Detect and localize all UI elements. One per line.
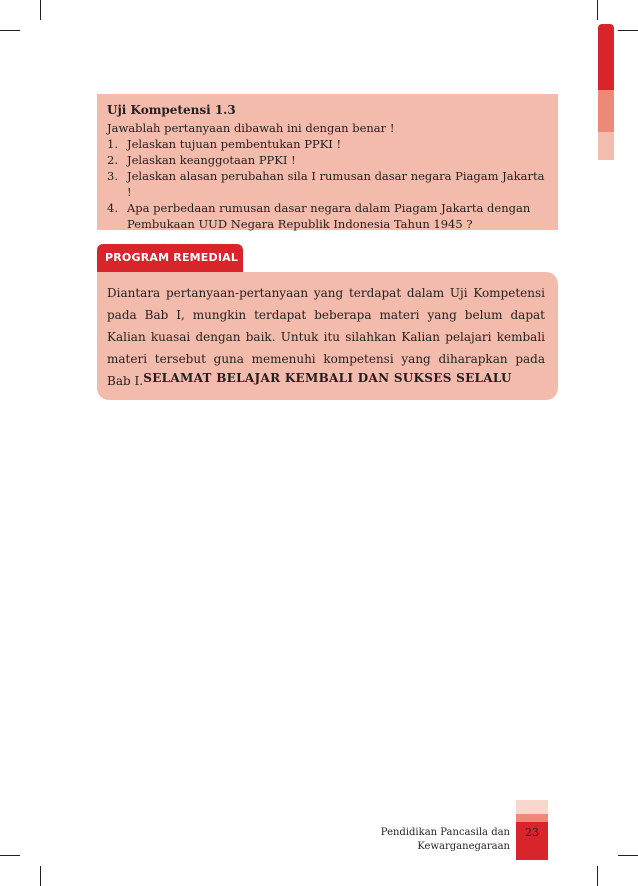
program-remedial-label: PROGRAM REMEDIAL (97, 244, 243, 272)
remedial-paragraph: Diantara pertanyaan-pertanyaan yang terdapat dalam Uji Kompetensi pada Bab I, mungkin terdapat beberapa materi yang belum dapat Kalian kuasai dengan baik. Untuk itu silahkan Kalian pelajari kembali materi tersebut guna memenuhi kompetensi yang diharapkan pada Bab I. (107, 286, 545, 388)
crop-mark (40, 866, 41, 886)
program-remedial-box (97, 272, 558, 400)
crop-mark (618, 30, 638, 31)
question-list (107, 136, 552, 232)
page-number-tab (516, 800, 548, 860)
uji-title: Uji Kompetensi 1.3 (107, 103, 236, 117)
item-number: 2. (107, 153, 118, 167)
chapter-tab-salmon (598, 90, 614, 132)
list-item (107, 136, 552, 152)
item-number: 4. (107, 201, 118, 215)
list-item (107, 200, 552, 232)
list-item (107, 152, 552, 168)
book-title: Pendidikan Pancasila dan Kewarganegaraan (380, 827, 510, 852)
item-text: Jelaskan alasan perubahan sila I rumusan dasar negara Piagam Jakarta ! (127, 169, 545, 199)
item-text: Jelaskan keanggotaan PPKI ! (127, 153, 296, 167)
crop-mark (597, 866, 598, 886)
crop-mark (597, 0, 598, 20)
page-number: 23 (525, 826, 539, 839)
list-item (107, 168, 552, 200)
uji-intro: Jawablah pertanyaan dibawah ini dengan benar ! (107, 121, 395, 135)
item-text: Jelaskan tujuan pembentukan PPKI ! (127, 137, 342, 151)
item-number: 1. (107, 137, 118, 151)
crop-mark (618, 855, 638, 856)
chapter-tab-light (598, 132, 614, 160)
remedial-slogan: SELAMAT BELAJAR KEMBALI DAN SUKSES SELALU (143, 371, 512, 385)
crop-mark (40, 0, 41, 20)
crop-mark (0, 855, 20, 856)
uji-kompetensi-box (97, 94, 558, 230)
chapter-tab-red (598, 24, 614, 90)
item-text: Apa perbedaan rumusan dasar negara dalam Piagam Jakarta dengan Pembukaan UUD Negara Republik Indonesia Tahun 1945 ? (127, 201, 531, 231)
item-number: 3. (107, 169, 118, 183)
crop-mark (0, 30, 20, 31)
